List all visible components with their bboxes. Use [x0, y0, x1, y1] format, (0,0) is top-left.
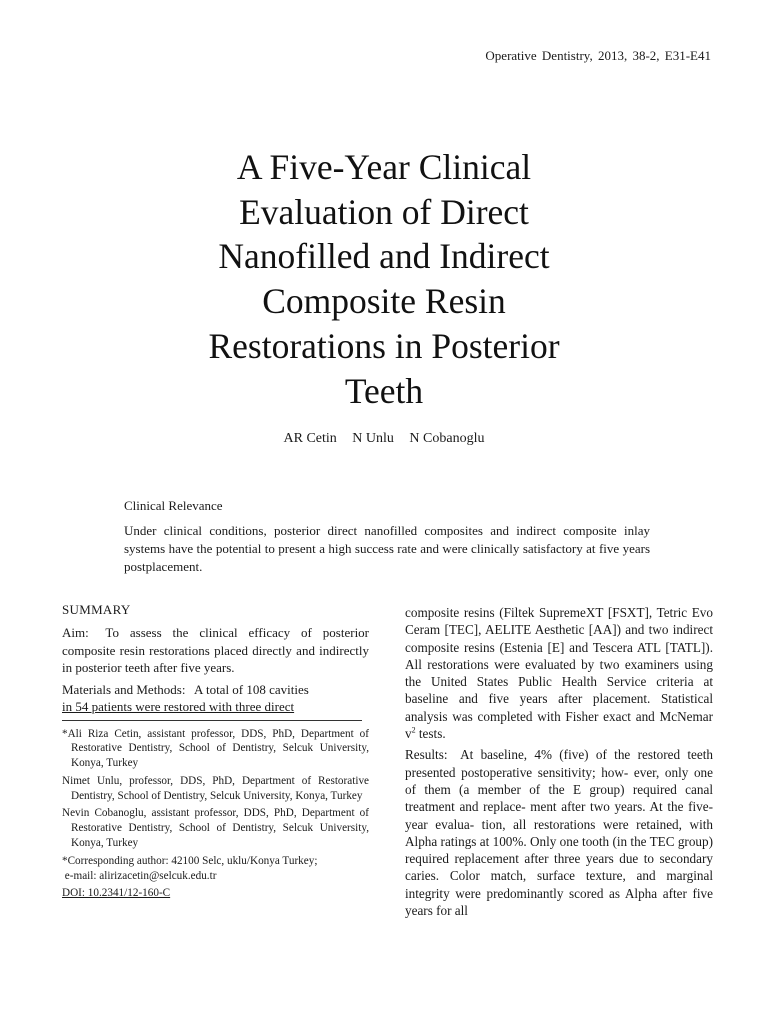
corresponding-author-line: *Corresponding author: 42100 Selc, uklu/Konya Turkey; — [62, 854, 318, 867]
author-name: AR Cetin — [283, 431, 337, 446]
corresponding-author-note — [62, 854, 369, 884]
clinical-relevance-text: Under clinical conditions, posterior direct nanofilled composites and indirect composite inlay systems have the potential to present a high success rate and were clinically satisfactory at five years postplacement. — [124, 523, 650, 574]
aim-paragraph — [62, 624, 369, 677]
results-label: Results: — [405, 747, 448, 763]
author-list — [0, 431, 768, 447]
doi-link[interactable]: DOI: 10.2341/12-160-C — [62, 887, 171, 900]
left-column — [62, 602, 369, 901]
title-line: Composite Resin — [262, 281, 506, 322]
right-column — [405, 604, 713, 923]
corresponding-email[interactable]: e-mail: alirizacetin@selcuk.edu.tr — [64, 869, 217, 882]
aim-label: Aim: — [62, 625, 89, 640]
title-line: Nanofilled and Indirect — [218, 236, 550, 277]
methods-text: A total of 108 cavities — [194, 681, 309, 697]
title-line: A Five-Year Clinical — [236, 147, 532, 187]
affiliation-note: Nevin Cobanoglu, assistant professor, DDS, PhD, Department of Restorative Dentistry, School of Dentistry, Selcuk University, Konya, Turkey — [62, 807, 369, 850]
methods-tail-text: tests. — [418, 726, 446, 742]
journal-reference: Operative Dentistry, 2013, 38-2, E31-E41 — [485, 48, 711, 63]
chi-square-symbol — [405, 726, 416, 741]
methods-continued-text: composite resins (Filtek SupremeXT [FSXT], Tetric Evo Ceram [TEC], AELITE Aesthetic [AA]) and two indirect composite resins (Estenia [E] and Tescera ATL [TATL]). All restorations were evaluated by two examiners using the United States Public Health Service criteria at baseline and five years after placement. Statistical analysis was completed with Fisher exact and McNemar — [405, 605, 713, 724]
title-line: Restorations in Posterior — [208, 325, 560, 366]
article-title — [100, 145, 668, 413]
author-name: N Unlu — [352, 431, 394, 446]
affiliation-note: Nimet Unlu, professor, DDS, PhD, Department of Restorative Dentistry, School of Dentistry, Selcuk University, Konya, Turkey — [62, 774, 369, 802]
methods-label: Materials and Methods: — [62, 681, 186, 697]
aim-text: To assess the clinical efficacy of posterior composite resin restorations placed directly and indirectly in posterior teeth after five years. — [62, 625, 370, 675]
methods-continued-paragraph — [405, 604, 713, 742]
methods-paragraph — [62, 681, 369, 716]
chi-superscript: 2 — [411, 725, 416, 735]
summary-heading: SUMMARY — [62, 602, 131, 617]
methods-text-underlined: in 54 patients were restored with three direct — [62, 699, 295, 714]
clinical-relevance-box — [124, 498, 650, 576]
results-paragraph — [405, 746, 713, 919]
results-text: At baseline, 4% (five) of the restored teeth presented postoperative sensitivity; how- ever, only one of them (a member of the E group) required canal treatment and replace- ment after two years. At the five-year evalua- tion, all restorations were retained, with Alpha ratings at 100%. Only one tooth (in the TEC group) required replacement after three years due to secondary caries. Color match, surface texture, and marginal integrity were predominantly scored as Alpha after five years for all — [405, 747, 713, 919]
clinical-relevance-heading: Clinical Relevance — [124, 498, 223, 513]
affiliation-note: *Ali Riza Cetin, assistant professor, DDS, PhD, Department of Restorative Dentistry, School of Dentistry, Selcuk University, Konya, Turkey — [62, 727, 369, 770]
title-line: Evaluation of Direct — [239, 191, 529, 232]
chi-symbol: v — [405, 726, 412, 742]
footnote-divider — [62, 720, 362, 721]
title-line: Teeth — [344, 370, 424, 411]
author-name: N Cobanoglu — [409, 431, 485, 446]
